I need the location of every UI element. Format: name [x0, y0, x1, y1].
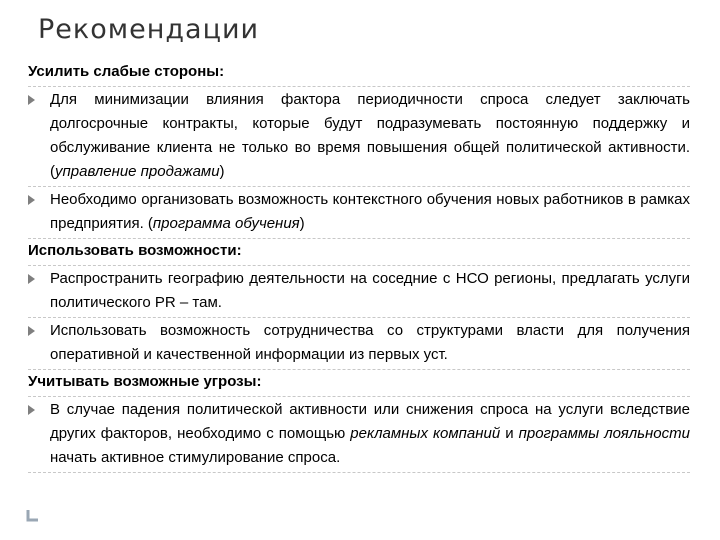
section-heading-threats: Учитывать возможные угрозы:	[28, 370, 690, 397]
triangle-bullet-icon	[28, 274, 35, 284]
recommendations-content	[28, 60, 690, 473]
list-item: Распространить географию деятельности на соседние с НСО регионы, предлагать услуги политического PR – там.	[28, 267, 690, 318]
list-item: В случае падения политической активности или снижения спроса на услуги вследствие других факторов, необходимо с помощью рекламных компаний и программы лояльности начать активное стимулирование спроса.	[28, 398, 690, 473]
list-item: Необходимо организовать возможность контекстного обучения новых работников в рамках предприятия. (программа обучения)	[28, 188, 690, 239]
triangle-bullet-icon	[28, 95, 35, 105]
triangle-bullet-icon	[28, 195, 35, 205]
corner-decoration-icon	[26, 508, 40, 522]
slide-title: Рекомендации	[38, 14, 260, 45]
triangle-bullet-icon	[28, 405, 35, 415]
list-item: Для минимизации влияния фактора периодичности спроса следует заключать долгосрочные контракты, которые будут подразумевать постоянную поддержку и обслуживание клиента не только во время повышения общей политической активности. (управление продажами)	[28, 88, 690, 187]
triangle-bullet-icon	[28, 326, 35, 336]
section-heading-opportunities: Использовать возможности:	[28, 239, 690, 266]
list-item: Использовать возможность сотрудничества со структурами власти для получения оперативной и качественной информации из первых уст.	[28, 319, 690, 370]
section-heading-weaknesses: Усилить слабые стороны:	[28, 60, 690, 87]
